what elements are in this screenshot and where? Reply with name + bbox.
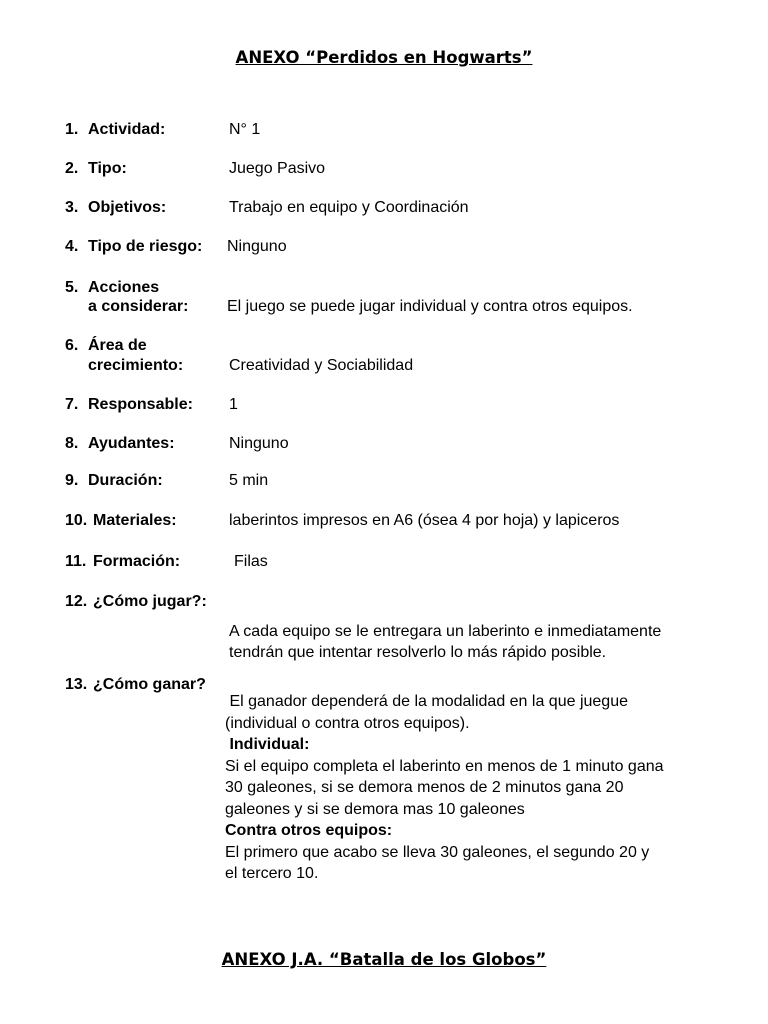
item-text-line: el tercero 10. (225, 865, 319, 882)
item-number: 6. (65, 337, 79, 354)
item-number: 3. (65, 199, 79, 216)
item-label: Responsable: (88, 396, 193, 413)
item-number: 2. (65, 160, 79, 177)
footer-title: ANEXO J.A. “Batalla de los Globos” (221, 950, 547, 969)
item-text-line: tendrán que intentar resolverlo lo más rápido posible. (229, 644, 607, 661)
item-text-line: Individual: (225, 736, 310, 753)
item-text-line: El ganador dependerá de la modalidad en la que juegue (225, 693, 628, 710)
item-text-line: 30 galeones, si se demora menos de 2 minutos gana 20 (225, 779, 624, 796)
item-label: Formación: (93, 553, 181, 570)
item-label: Acciones (88, 279, 160, 296)
item-label: Tipo de riesgo: (88, 238, 203, 255)
item-number: 13. (65, 676, 88, 693)
item-label: Materiales: (93, 512, 177, 529)
item-value: Filas (234, 553, 268, 570)
item-number: 9. (65, 472, 79, 489)
item-label: Tipo: (88, 160, 127, 177)
item-text-line: El primero que acabo se lleva 30 galeones, el segundo 20 y (225, 843, 650, 861)
item-label: crecimiento: (88, 357, 184, 374)
item-value: 1 (229, 396, 238, 413)
item-number: 12. (65, 593, 88, 610)
item-number: 5. (65, 279, 79, 296)
item-value: Creatividad y Sociabilidad (229, 357, 414, 374)
item-number: 4. (65, 238, 79, 255)
item-label: ¿Cómo ganar? (93, 676, 206, 693)
item-text-line: Contra otros equipos: (225, 822, 393, 839)
item-label: Duración: (88, 472, 163, 489)
item-value: N° 1 (229, 121, 261, 138)
item-number: 10. (65, 512, 88, 529)
item-label: ¿Cómo jugar?: (93, 593, 207, 610)
item-value: laberintos impresos en A6 (ósea 4 por hoja) y lapiceros (229, 512, 620, 529)
item-value: Ninguno (227, 238, 287, 255)
item-value: 5 min (229, 472, 269, 489)
item-text-line: (individual o contra otros equipos). (225, 714, 470, 732)
item-text-line: Si el equipo completa el laberinto en menos de 1 minuto gana (225, 757, 664, 775)
how-to-win-text (225, 691, 664, 885)
item-value: Trabajo en equipo y Coordinación (229, 199, 469, 216)
item-label: Área de (88, 337, 147, 354)
item-number: 8. (65, 435, 79, 452)
page-title: ANEXO “Perdidos en Hogwarts” (235, 48, 533, 67)
item-text-line: A cada equipo se le entregara un laberinto e inmediatamente (229, 623, 662, 640)
item-value: Ninguno (229, 435, 289, 452)
item-label: Actividad: (88, 121, 166, 138)
item-label: Ayudantes: (88, 435, 175, 452)
item-number: 11. (65, 553, 87, 570)
item-text-line: galeones y si se demora mas 10 galeones (225, 800, 525, 818)
item-value: Juego Pasivo (229, 160, 326, 177)
item-number: 7. (65, 396, 79, 413)
item-label: a considerar: (88, 298, 189, 315)
item-label: Objetivos: (88, 199, 167, 216)
item-value: El juego se puede jugar individual y contra otros equipos. (227, 298, 633, 315)
item-number: 1. (65, 121, 79, 138)
